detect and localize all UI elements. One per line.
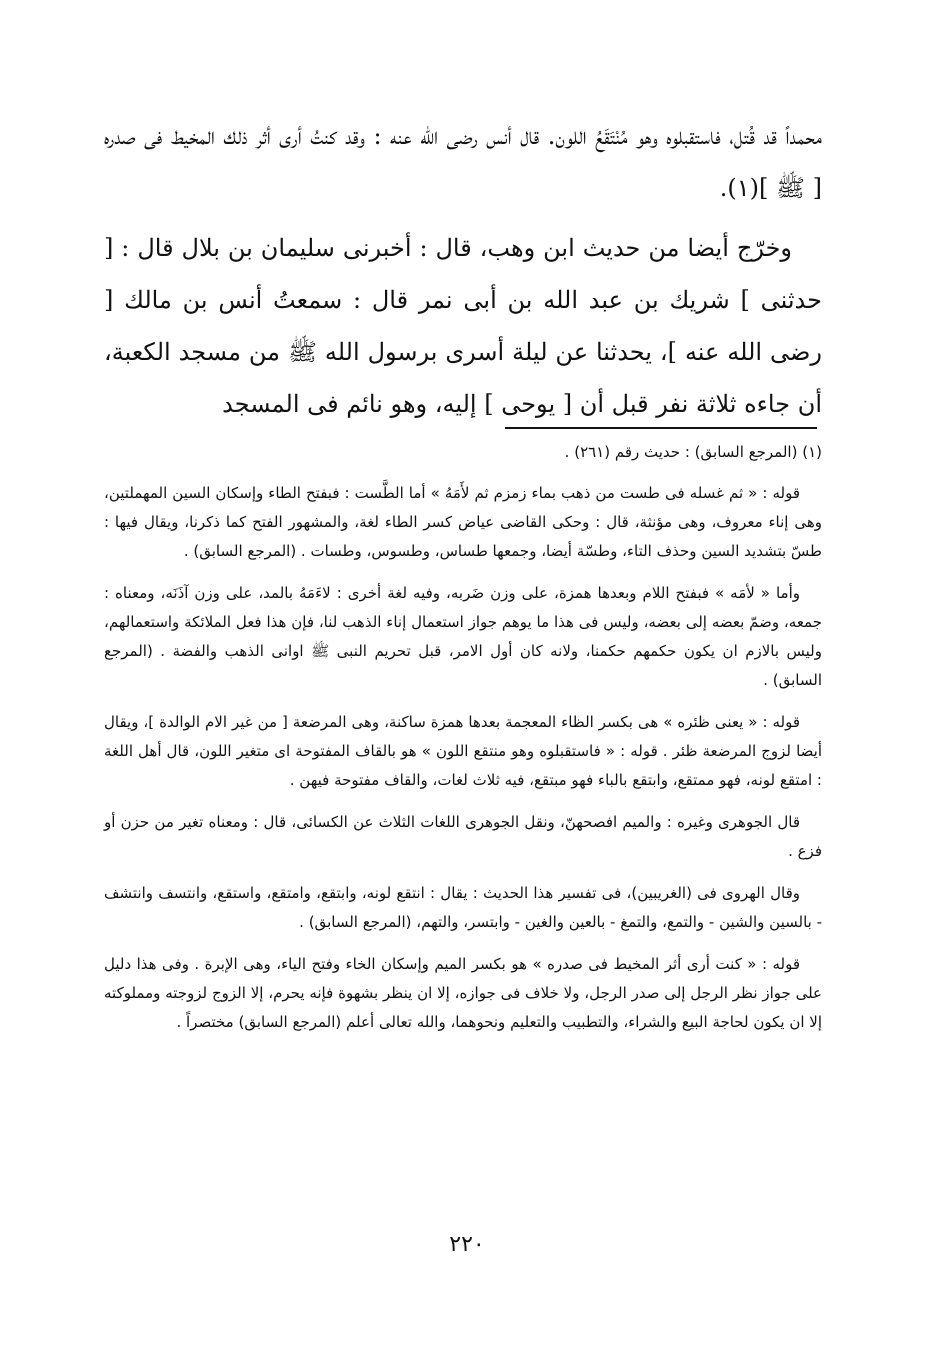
footnote-reference: (١) (المرجع السابق) : حديث رقم (٢٦١) . <box>564 443 822 461</box>
main-paragraph: محمداً قد قُتل، فاستقبلوه وهو مُنْتَقَعُ اللون. قال أنس رضى الله عنه : وقد كنتُ أرى أثر ذلك المخيط فى صدره [ ﷺ ](١). <box>104 122 822 202</box>
main-text-block <box>104 110 822 438</box>
footnote-divider <box>505 427 817 429</box>
footnote-paragraph: قال الجوهرى وغيره : والميم افصحهنّ، ونقل الجوهرى اللغات الثلاث عن الكسائى، قال : ومعناه تغير من حزن أو فزع . <box>104 813 822 860</box>
footnote-paragraph: وقال الهروى فى (الغريبين)، فى تفسير هذا الحديث : يقال : انتقع لونه، وابتقع، وامتقع، واستقع، وانتسف وانتشف - بالسين والشين - والتمع، والتمغ - بالعين والغين - وابتسر، والتهم، (المرجع السابق) . <box>104 884 822 931</box>
footnote-paragraph: قوله : « كنت أرى أثر المخيط فى صدره » هو بكسر الميم وإسكان الخاء وفتح الياء، وهى الإبرة . وفى هذا دليل على جواز نظر الرجل إلى صدر الرجل، ولا خلاف فى جوازه، إلا ان ينظر بشهوة فإنه يحرم، إلا الزوج لزوجته ومملوكته إلا ان يكون لحاجة البيع والشراء، والتطبيب والتعليم ونحوهما، والله تعالى أعلم (المرجع السابق) مختصراً . <box>104 955 822 1031</box>
footnote-paragraph: قوله : « يعنى ظئره » هى بكسر الظاء المعجمة بعدها همزة ساكنة، وهى المرضعة [ من غير الام الوالدة ]، ويقال أيضا لزوج المرضعة ظئر . قوله : « فاستقبلوه وهو منتقع اللون » هو بالقاف المفتوحة اى متغير اللون، قال أهل اللغة : امتقع لونه، فهو ممتقع، وابتقع بالباء فهو مبتقع، فيه ثلاث لغات، والقاف مفتوحة فيهن . <box>104 713 822 789</box>
footnotes-block <box>104 438 822 1050</box>
footnote-paragraph: قوله : « ثم غسله فى طست من ذهب بماء زمزم ثم لأَمَهُ » أما الطَّست : فبفتح الطاء وإسكان السين المهملتين، وهى إناء معروف، وهى مؤنثة، قال : وحكى القاضى عياض كسر الطاء لغة، والمشهور الفتح كما ذكرنا، ويقال فيها : طسّ بتشديد السين وحذف التاء، وطسّة أيضا، وجمعها طساس، وطسوس، وطسات . (المرجع السابق) . <box>104 484 822 560</box>
footnote-paragraph: وأما « لأمَه » فبفتح اللام وبعدها همزة، على وزن ضَربه، وفيه لغة أخرى : لاءَمَهُ بالمد، على وزن آذَنَه، ومعناه : جمعه، وضمّ بعضه إلى بعضه، وليس فى هذا ما يوهم جواز استعمال إناء الذهب لنا، فإن هذا فعل الملائكة واستعمالهم، وليس بالازم ان يكون حكمهم حكمنا، ولانه كان أول الامر، قبل تحريم النبى ﷺ اوانى الذهب والفضة . (المرجع السابق) . <box>104 584 822 689</box>
page-number: ٢٢٠ <box>449 1232 485 1257</box>
main-paragraph: وخرّج أيضا من حديث ابن وهب، قال : أخبرنى سليمان بن بلال قال : [ حدثنى ] شريك بن عبد الله بن أبى نمر قال : سمعتُ أنس بن مالك [ رضى الله عنه ]، يحدثنا عن ليلة أسرى برسول الله ﷺ من مسجد الكعبة، أن جاءه ثلاثة نفر قبل أن [ يوحى ] إليه، وهو نائم فى المسجد <box>104 234 822 418</box>
